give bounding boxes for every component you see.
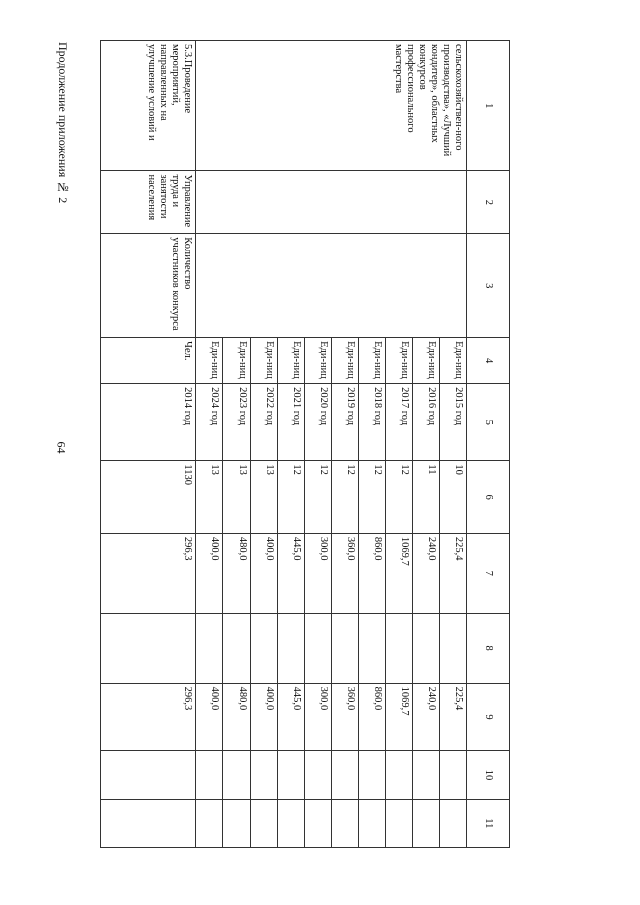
cell-c9: 860,0: [358, 683, 385, 751]
cell-c8: [250, 613, 277, 683]
cell-c6: 12: [385, 461, 412, 533]
header-cell: 8: [467, 613, 510, 683]
cell-unit: Еди-ниц: [358, 338, 385, 384]
cell-c9: 480,0: [223, 683, 250, 751]
cell-c6: 12: [331, 461, 358, 533]
cell-c11: [358, 799, 385, 847]
cell-c6: 1130: [101, 461, 196, 533]
cell-c7: 240,0: [412, 533, 439, 613]
cell-year: 2015 год: [440, 384, 467, 461]
cell-unit: Еди-ниц: [412, 338, 439, 384]
cell-unit: Еди-ниц: [223, 338, 250, 384]
cell-c7: 400,0: [250, 533, 277, 613]
cell-c9: 225,4: [440, 683, 467, 751]
cell-c6: 12: [277, 461, 304, 533]
cell-c8: [277, 613, 304, 683]
cell-unit: Чел.: [101, 338, 196, 384]
table-row: [101, 41, 196, 848]
cell-c11: [331, 799, 358, 847]
header-row: [467, 41, 510, 848]
cell-c6: 12: [304, 461, 331, 533]
cell-c10: [101, 751, 196, 799]
cell-unit: Еди-ниц: [385, 338, 412, 384]
cell-measure: 5.3.Проведение мероприятий, направленных на улучшение условий и: [101, 41, 196, 171]
cell-year: 2021 год: [277, 384, 304, 461]
header-cell: 10: [467, 751, 510, 799]
cell-c10: [223, 751, 250, 799]
cell-year: 2019 год: [331, 384, 358, 461]
cell-c8: [358, 613, 385, 683]
cell-c9: 1069,7: [385, 683, 412, 751]
cell-c7: 400,0: [196, 533, 223, 613]
header-cell: 3: [467, 234, 510, 338]
cell-c8: [101, 613, 196, 683]
cell-year: 2023 год: [223, 384, 250, 461]
cell-executor: [196, 171, 467, 234]
cell-c10: [277, 751, 304, 799]
cell-c11: [304, 799, 331, 847]
cell-c11: [196, 799, 223, 847]
cell-c7: 1069,7: [385, 533, 412, 613]
cell-c7: 296,3: [101, 533, 196, 613]
cell-c10: [440, 751, 467, 799]
cell-c7: 860,0: [358, 533, 385, 613]
cell-year: 2020 год: [304, 384, 331, 461]
cell-c8: [304, 613, 331, 683]
cell-year: 2016 год: [412, 384, 439, 461]
cell-c9: 296,3: [101, 683, 196, 751]
cell-c6: 13: [223, 461, 250, 533]
table-row: [440, 41, 467, 848]
page-number: 64: [54, 441, 69, 454]
cell-c8: [331, 613, 358, 683]
cell-c11: [223, 799, 250, 847]
cell-c9: 445,0: [277, 683, 304, 751]
cell-c7: 480,0: [223, 533, 250, 613]
cell-c10: [331, 751, 358, 799]
cell-c11: [412, 799, 439, 847]
cell-c9: 400,0: [250, 683, 277, 751]
cell-c10: [412, 751, 439, 799]
cell-c11: [250, 799, 277, 847]
cell-c9: 300,0: [304, 683, 331, 751]
cell-c9: 240,0: [412, 683, 439, 751]
cell-c6: 12: [358, 461, 385, 533]
header-cell: 5: [467, 384, 510, 461]
cell-c7: 225,4: [440, 533, 467, 613]
cell-c7: 360,0: [331, 533, 358, 613]
cell-executor: Управление труда и занятости населения: [101, 171, 196, 234]
cell-unit: Еди-ниц: [196, 338, 223, 384]
cell-c11: [440, 799, 467, 847]
cell-c10: [304, 751, 331, 799]
cell-c7: 445,0: [277, 533, 304, 613]
rotated-table-wrapper: [100, 40, 510, 848]
cell-year: 2022 год: [250, 384, 277, 461]
header-cell: 2: [467, 171, 510, 234]
cell-c10: [196, 751, 223, 799]
header-cell: 6: [467, 461, 510, 533]
cell-c6: 10: [440, 461, 467, 533]
cell-year: 2014 год: [101, 384, 196, 461]
cell-c8: [196, 613, 223, 683]
cell-unit: Еди-ниц: [277, 338, 304, 384]
header-cell: 7: [467, 533, 510, 613]
cell-c8: [412, 613, 439, 683]
cell-unit: Еди-ниц: [440, 338, 467, 384]
cell-unit: Еди-ниц: [331, 338, 358, 384]
cell-c6: 11: [412, 461, 439, 533]
header-cell: 1: [467, 41, 510, 171]
cell-measure: сельскохозяйствен-ного производства», «Лучший кондитер», областных конкурсов профессионального мастерства: [196, 41, 467, 171]
cell-c11: [101, 799, 196, 847]
cell-c9: 360,0: [331, 683, 358, 751]
cell-c8: [385, 613, 412, 683]
appendix-table: [100, 40, 510, 848]
header-cell: 11: [467, 799, 510, 847]
cell-c11: [277, 799, 304, 847]
header-cell: 9: [467, 683, 510, 751]
cell-c6: 13: [250, 461, 277, 533]
cell-c10: [358, 751, 385, 799]
cell-c9: 400,0: [196, 683, 223, 751]
cell-c8: [223, 613, 250, 683]
cell-unit: Еди-ниц: [304, 338, 331, 384]
cell-unit: Еди-ниц: [250, 338, 277, 384]
cell-c11: [385, 799, 412, 847]
cell-c10: [385, 751, 412, 799]
cell-c8: [440, 613, 467, 683]
continuation-label: Продолжение приложения № 2: [56, 42, 70, 204]
cell-c7: 300,0: [304, 533, 331, 613]
cell-indicator: [196, 234, 467, 338]
cell-indicator: Количество участников конкурса: [101, 234, 196, 338]
cell-c6: 13: [196, 461, 223, 533]
cell-year: 2018 год: [358, 384, 385, 461]
cell-year: 2017 год: [385, 384, 412, 461]
cell-c10: [250, 751, 277, 799]
cell-year: 2024 год: [196, 384, 223, 461]
header-cell: 4: [467, 338, 510, 384]
